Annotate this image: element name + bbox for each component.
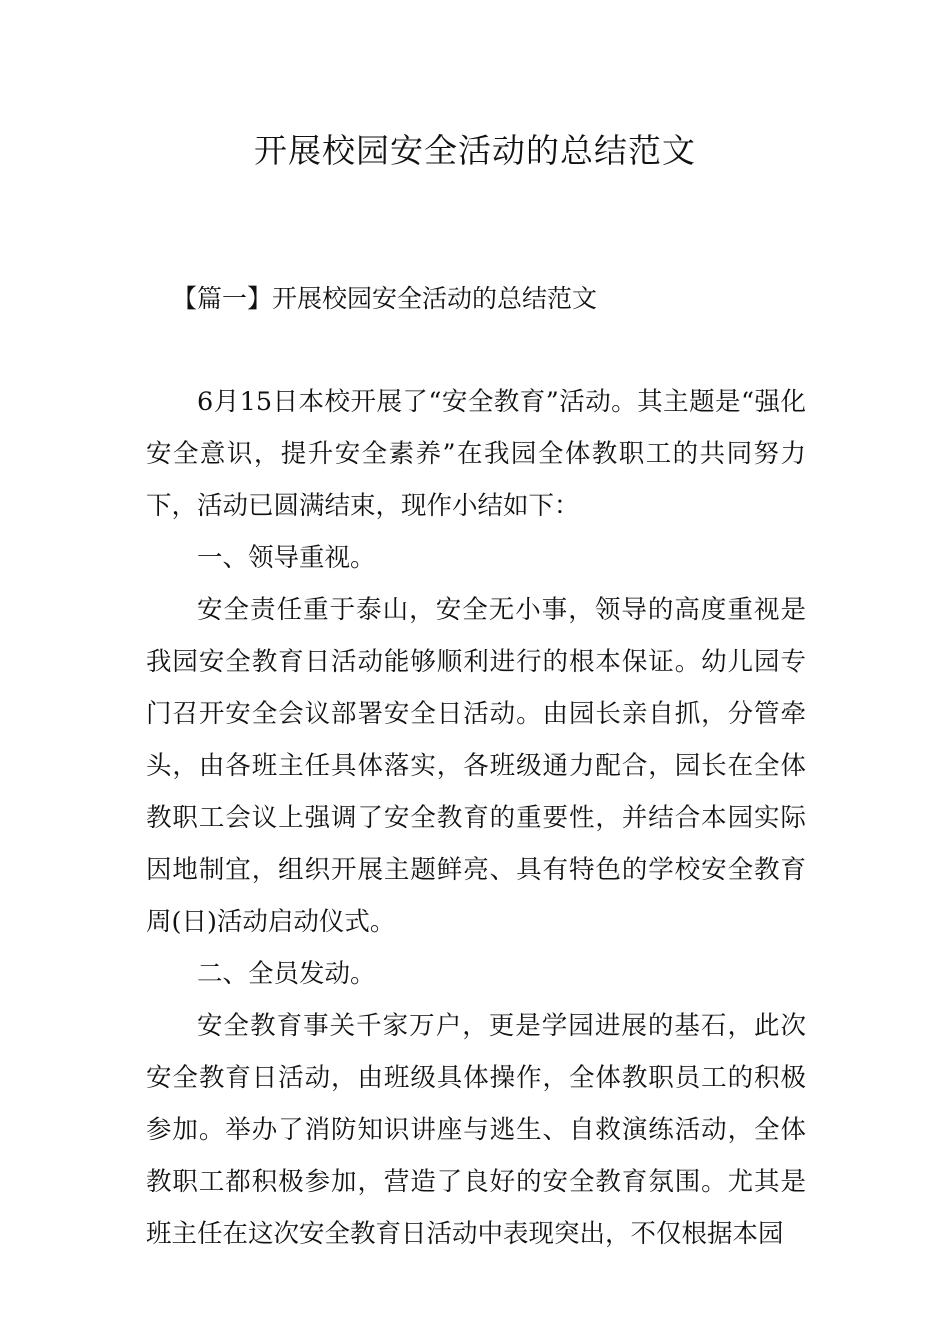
document-body bbox=[146, 376, 806, 1260]
mobilization-paragraph: 安全教育事关千家万户，更是学园进展的基石，此次安全教育日活动，由班级具体操作，全体教职员工的积极参加。举办了消防知识讲座与逃生、自救演练活动，全体教职工都积极参加，营造了良好的安全教育氛围。尤其是班主任在这次安全教育日活动中表现突出，不仅根据本园 bbox=[146, 1011, 806, 1249]
heading-leadership: 一、领导重视。 bbox=[197, 543, 376, 573]
intro-paragraph: 6月15日本校开展了“安全教育”活动。其主题是“强化安全意识，提升安全素养”在我园全体教职工的共同努力下，活动已圆满结束，现作小结如下： bbox=[146, 387, 806, 521]
leadership-paragraph: 安全责任重于泰山，安全无小事，领导的高度重视是我园安全教育日活动能够顺利进行的根本保证。幼儿园专门召开安全会议部署安全日活动。由园长亲自抓，分管牵头，由各班主任具体落实，各班级通力配合，园长在全体教职工会议上强调了安全教育的重要性，并结合本园实际因地制宜，组织开展主题鲜亮、具有特色的学校安全教育周(日)活动启动仪式。 bbox=[146, 595, 806, 937]
document-title: 开展校园安全活动的总结范文 bbox=[254, 131, 696, 170]
section-heading: 【篇一】开展校园安全活动的总结范文 bbox=[172, 284, 598, 313]
heading-mobilization: 二、全员发动。 bbox=[197, 959, 376, 989]
